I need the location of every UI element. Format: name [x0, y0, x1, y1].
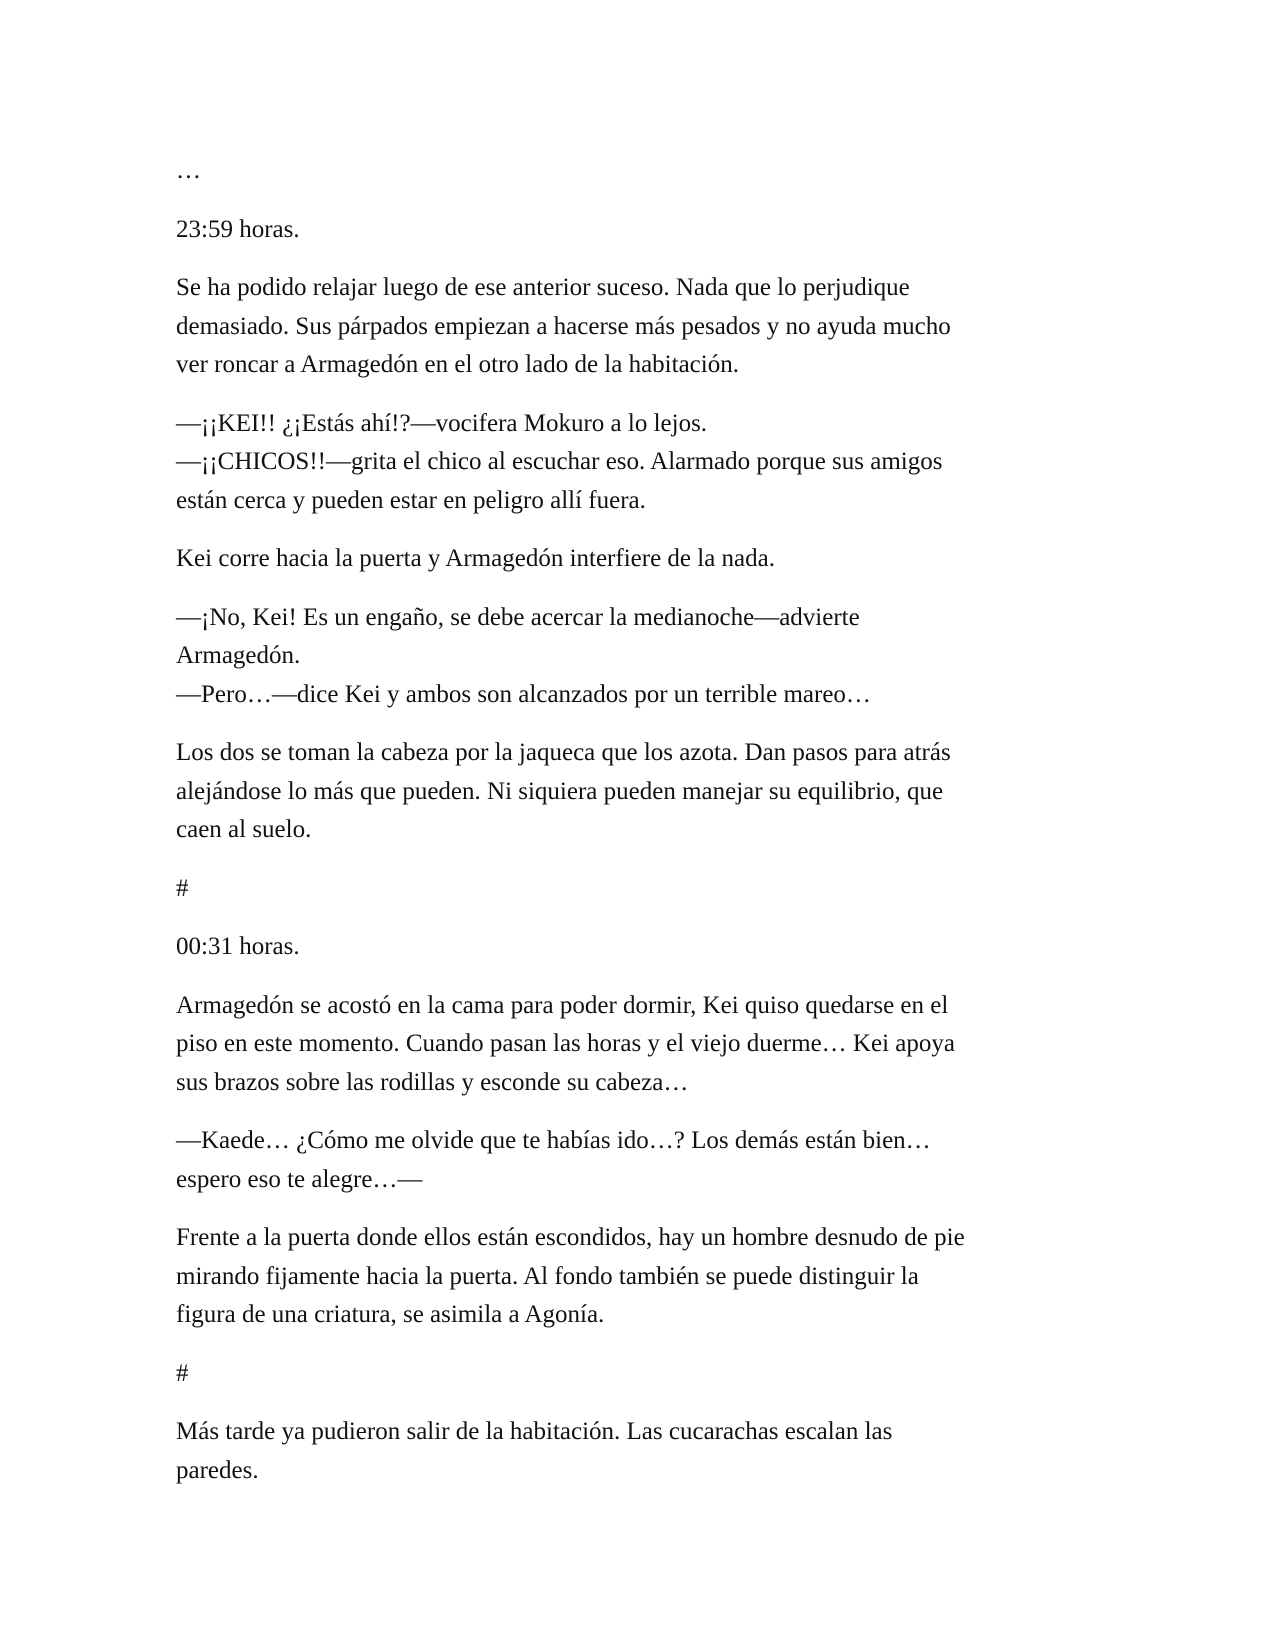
paragraph	[176, 734, 1096, 850]
paragraph-line: #	[176, 874, 189, 902]
paragraph-line: Armagedón se acostó en la cama para poder dormir, Kei quiso quedarse en el	[176, 991, 949, 1019]
paragraph-line: demasiado. Sus párpados empiezan a hacerse más pesados y no ayuda mucho	[176, 312, 951, 340]
paragraph-line: ver roncar a Armagedón en el otro lado de la habitación.	[176, 351, 739, 378]
ellipsis-paragraph	[176, 152, 1096, 191]
time-heading-0031	[176, 928, 1096, 967]
paragraph	[176, 540, 1096, 579]
paragraph-line: Armagedón.	[176, 642, 301, 669]
scene-break	[176, 870, 1096, 909]
dialogue-paragraph	[176, 1122, 1096, 1199]
paragraph-line: —Kaede… ¿Cómo me olvide que te habías ido…? Los demás están bien…	[176, 1127, 931, 1154]
paragraph	[176, 1219, 1096, 1335]
paragraph-line: Kei corre hacia la puerta y Armagedón interfiere de la nada.	[176, 545, 775, 572]
paragraph-line: …	[176, 157, 201, 184]
paragraph-line: Frente a la puerta donde ellos están escondidos, hay un hombre desnudo de pie	[176, 1224, 965, 1251]
paragraph-line: caen al suelo.	[176, 816, 312, 843]
paragraph-line: mirando fijamente hacia la puerta. Al fondo también se puede distinguir la	[176, 1262, 919, 1290]
paragraph-line: Se ha podido relajar luego de ese anterior suceso. Nada que lo perjudique	[176, 274, 910, 301]
paragraph-line: #	[176, 1359, 189, 1387]
paragraph-line: 00:31 horas.	[176, 933, 300, 960]
paragraph-line: piso en este momento. Cuando pasan las horas y el viejo duerme… Kei apoya	[176, 1030, 955, 1057]
paragraph-line: —Pero…—dice Kei y ambos son alcanzados por un terrible mareo…	[176, 680, 871, 708]
scene-break	[176, 1355, 1096, 1394]
paragraph-line: —¡¡CHICOS!!—grita el chico al escuchar eso. Alarmado porque sus amigos	[176, 448, 943, 475]
paragraph-line: —¡¡KEI!! ¿¡Estás ahí!?—vocifera Mokuro a lo lejos.	[176, 409, 708, 437]
time-heading-2359	[176, 211, 1096, 250]
paragraph-line: alejándose lo más que pueden. Ni siquiera pueden manejar su equilibrio, que	[176, 777, 944, 805]
paragraph-line: Más tarde ya pudieron salir de la habitación. Las cucarachas escalan las	[176, 1418, 893, 1445]
paragraph	[176, 987, 1096, 1103]
document-body	[176, 152, 1096, 1510]
paragraph-line: —¡No, Kei! Es un engaño, se debe acercar la medianoche—advierte	[176, 603, 860, 631]
dialogue-paragraph	[176, 599, 1096, 715]
paragraph-line: espero eso te alegre…—	[176, 1165, 423, 1193]
paragraph-line: paredes.	[176, 1456, 259, 1484]
paragraph-line: 23:59 horas.	[176, 215, 300, 243]
paragraph	[176, 269, 1096, 385]
paragraph-line: Los dos se toman la cabeza por la jaqueca que los azota. Dan pasos para atrás	[176, 739, 951, 766]
paragraph	[176, 1413, 1096, 1490]
paragraph-line: figura de una criatura, se asimila a Agonía.	[176, 1301, 605, 1328]
dialogue-paragraph	[176, 405, 1096, 521]
paragraph-line: sus brazos sobre las rodillas y esconde su cabeza…	[176, 1068, 689, 1096]
paragraph-line: están cerca y pueden estar en peligro allí fuera.	[176, 486, 646, 514]
